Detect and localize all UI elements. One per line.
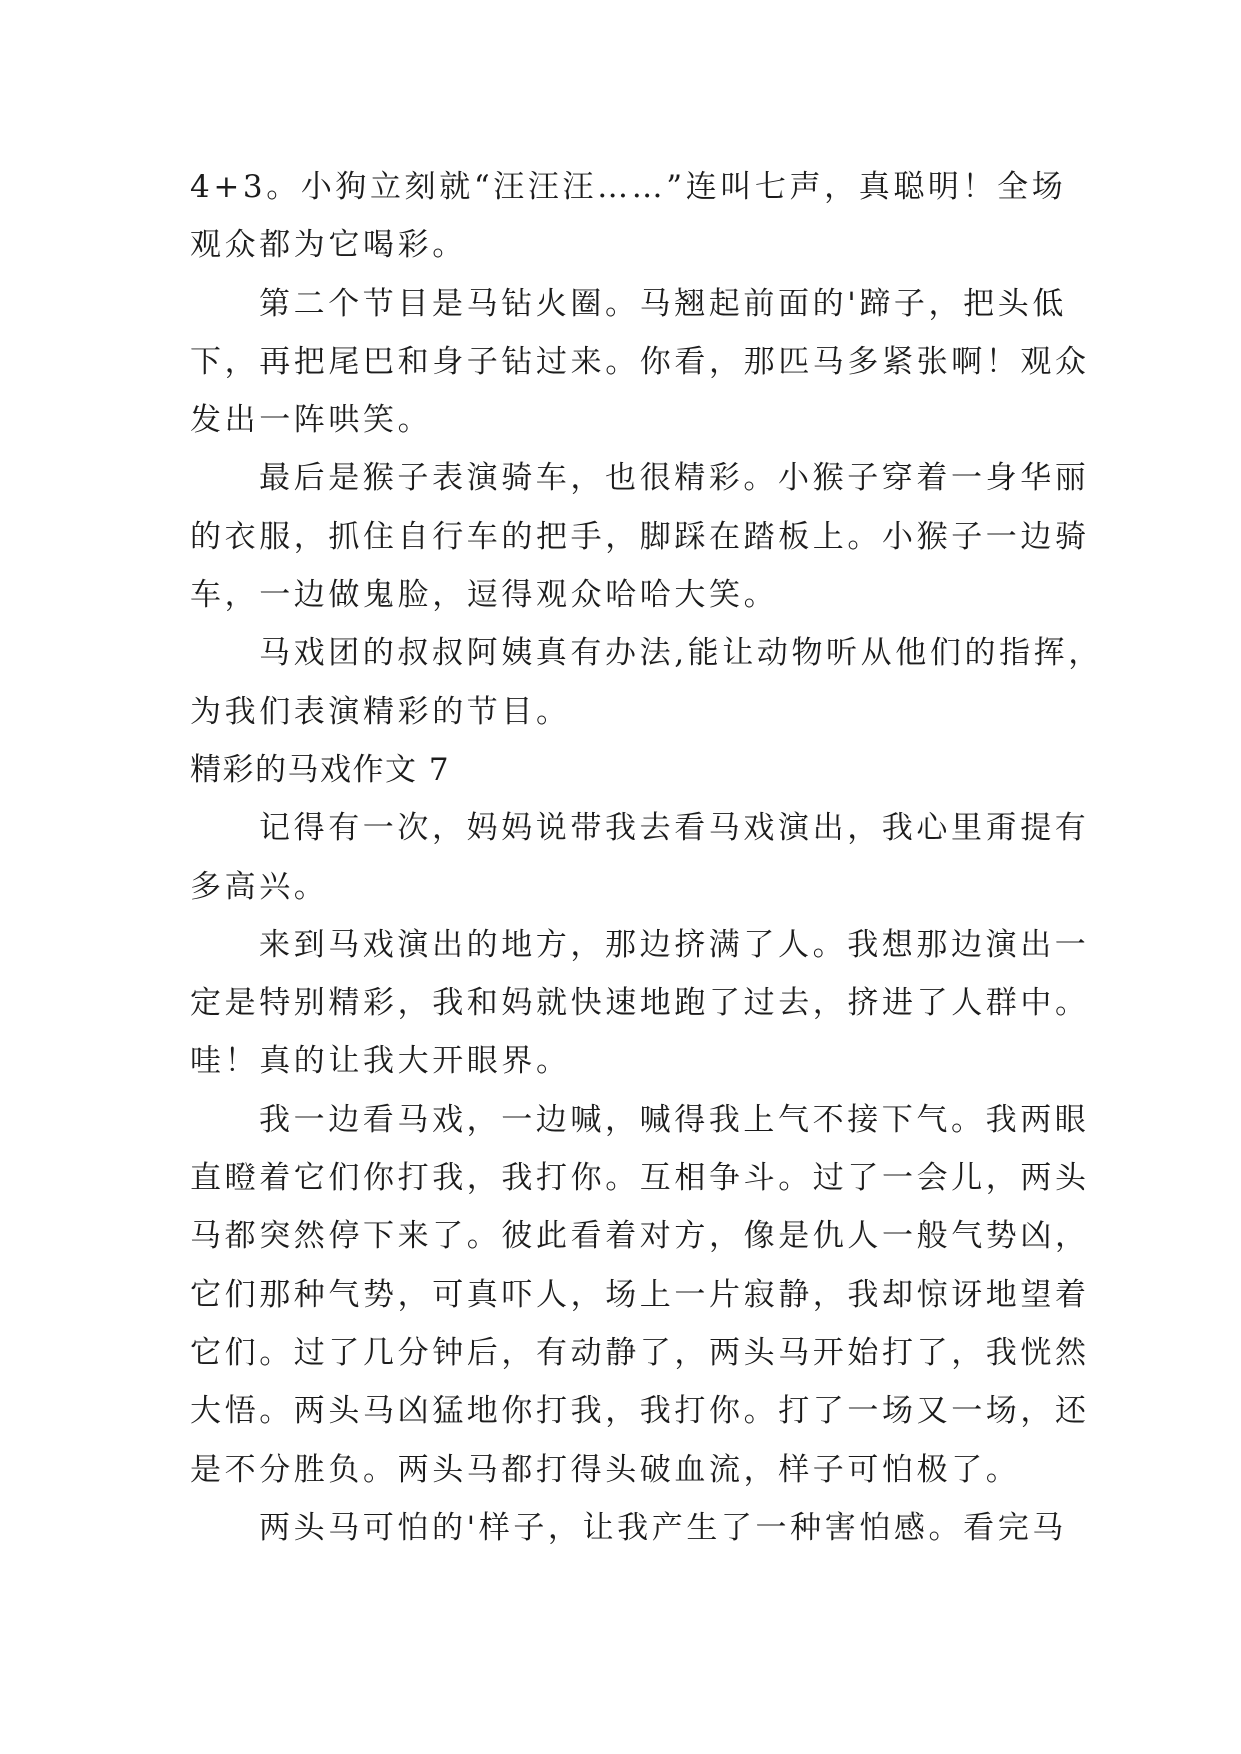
text-line: 马戏团的叔叔阿姨真有办法,能让动物听从他们的指挥，	[259, 635, 1103, 672]
paragraph	[190, 158, 1070, 275]
text-line: 我一边看马戏，一边喊，喊得我上气不接下气。我两眼	[259, 1101, 1090, 1138]
text-line: 哇！真的让我大开眼界。	[190, 1043, 571, 1080]
text-line: 来到马戏演出的地方，那边挤满了人。我想那边演出一	[259, 926, 1090, 963]
text-line: 下，再把尾巴和身子钻过来。你看，那匹马多紧张啊！观众	[190, 343, 1090, 380]
paragraph	[190, 624, 1103, 682]
text-line: 定是特别精彩，我和妈就快速地跑了过去，挤进了人群中。	[190, 985, 1090, 1022]
text-line: 它们那种气势，可真吓人，场上一片寂静，我却惊讶地望着	[190, 1276, 1090, 1313]
text-line: 最后是猴子表演骑车，也很精彩。小猴子穿着一身华丽	[259, 460, 1090, 497]
paragraph-continuation	[190, 683, 1070, 741]
paragraph	[190, 449, 1090, 507]
text-line: 马都突然停下来了。彼此看着对方，像是仇人一般气势凶，	[190, 1218, 1090, 1255]
text-line: 车，一边做鬼脸，逗得观众哈哈大笑。	[190, 577, 779, 614]
text-line: 第二个节目是马钻火圈。马翘起前面的'蹄子，把头低	[259, 285, 1067, 322]
paragraph	[190, 916, 1090, 974]
text-line: 为我们表演精彩的节目。	[190, 693, 571, 730]
text-line: 记得有一次，妈妈说带我去看马戏演出，我心里甭提有	[259, 810, 1090, 847]
paragraph	[190, 799, 1090, 857]
paragraph-continuation	[190, 508, 1090, 625]
text-line: 直瞪着它们你打我，我打你。互相争斗。过了一会儿，两头	[190, 1160, 1090, 1197]
document-body	[190, 158, 1103, 1557]
text-line: 大悟。两头马凶猛地你打我，我打你。打了一场又一场，还	[190, 1393, 1090, 1430]
section-title: 精彩的马戏作文 7	[190, 751, 451, 788]
text-line: 4+3。小狗立刻就“汪汪汪……”连叫七声，真聪明！全场	[190, 169, 1067, 205]
paragraph-continuation	[190, 974, 1090, 1091]
paragraph	[190, 275, 1070, 333]
paragraph-continuation	[190, 858, 1070, 916]
paragraph	[190, 1091, 1090, 1149]
text-line: 多高兴。	[190, 868, 329, 905]
paragraph-continuation	[190, 1149, 1090, 1499]
text-line: 是不分胜负。两头马都打得头破血流，样子可怕极了。	[190, 1451, 1021, 1488]
text-line: 的衣服，抓住自行车的把手，脚踩在踏板上。小猴子一边骑	[190, 518, 1090, 555]
text-line: 两头马可怕的'样子，让我产生了一种害怕感。看完马	[259, 1509, 1067, 1546]
text-line: 观众都为它喝彩。	[190, 227, 467, 264]
text-line: 发出一阵哄笑。	[190, 402, 433, 439]
paragraph-continuation	[190, 333, 1090, 450]
paragraph	[190, 1499, 1070, 1557]
text-line: 它们。过了几分钟后，有动静了，两头马开始打了，我恍然	[190, 1334, 1090, 1371]
